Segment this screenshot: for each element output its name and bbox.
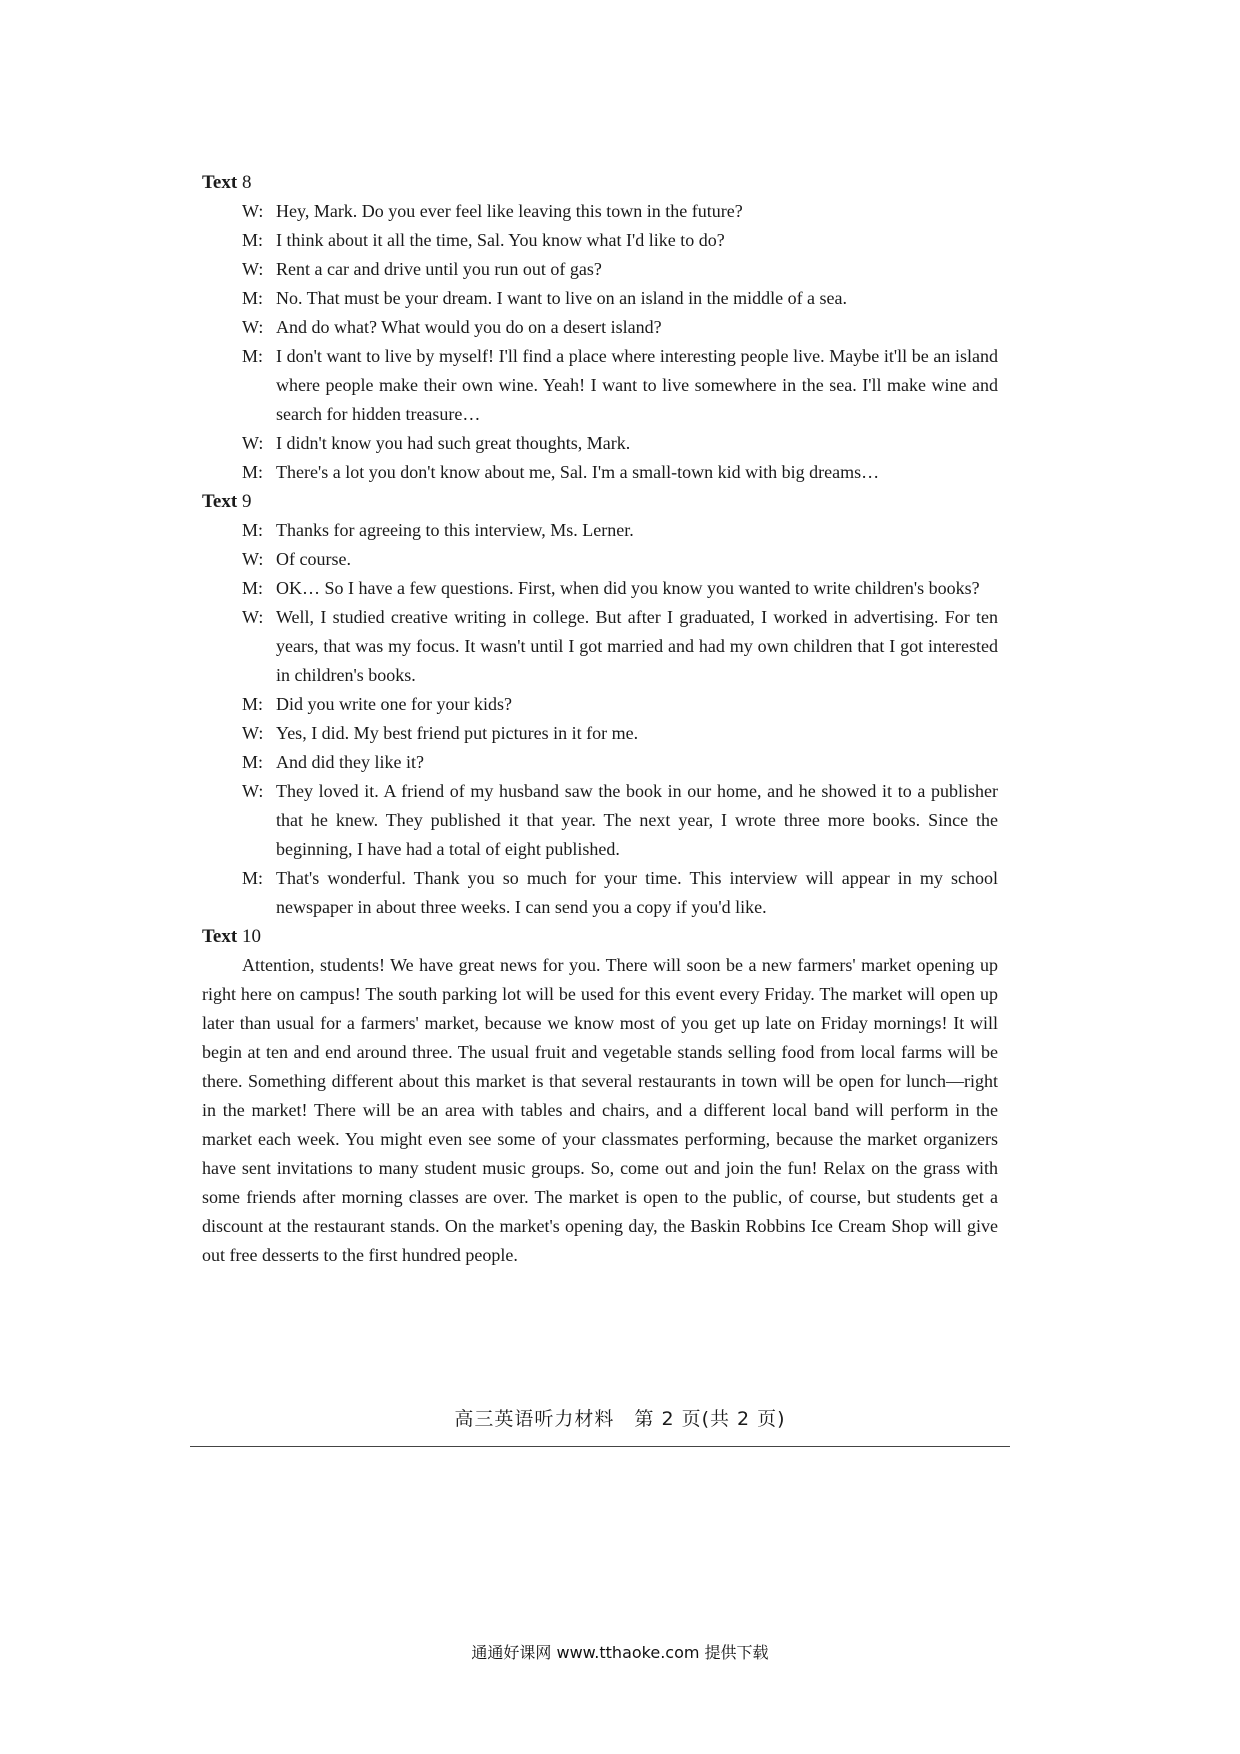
dialogue-line xyxy=(202,864,998,922)
dialogue-line xyxy=(202,719,998,748)
speaker-label: W: xyxy=(242,317,264,337)
dialogue-line xyxy=(202,197,998,226)
speaker-label: W: xyxy=(242,549,264,569)
dialogue-line xyxy=(202,226,998,255)
utterance-text: There's a lot you don't know about me, Sal. I'm a small-town kid with big dreams… xyxy=(276,462,880,482)
utterance-text: Yes, I did. My best friend put pictures in it for me. xyxy=(276,723,639,743)
dialogue-line xyxy=(202,458,998,487)
section-text-10 xyxy=(202,922,998,1270)
section-number: 10 xyxy=(241,926,261,947)
section-title xyxy=(202,487,998,516)
speaker-label: M: xyxy=(242,868,264,888)
speaker-label: M: xyxy=(242,520,264,540)
speaker-label: W: xyxy=(242,433,264,453)
section-number: 8 xyxy=(241,172,252,193)
speaker-label: W: xyxy=(242,781,264,801)
speaker-label: M: xyxy=(242,462,264,482)
utterance-text: Of course. xyxy=(276,549,351,569)
dialogue-line xyxy=(202,777,998,864)
dialogue-line xyxy=(202,603,998,690)
announcement-paragraph: Attention, students! We have great news for you. There will soon be a new farmers' market opening up right here on campus! The south parking lot will be used for this event every Friday. The market will open up later than usual for a farmers' market, because we know most of you get up late on Friday mornings! It will begin at ten and end around three. The usual fruit and vegetable stands selling food from local farms will be there. Something different about this market is that several restaurants in town will be open for lunch—right in the market! There will be an area with tables and chairs, and a different local band will perform in the market each week. You might even see some of your classmates performing, because the market organizers have sent invitations to many student music groups. So, come out and join the fun! Relax on the grass with some friends after morning classes are over. The market is open to the public, of course, but students get a discount at the restaurant stands. On the market's opening day, the Baskin Robbins Ice Cream Shop will give out free desserts to the first hundred people. xyxy=(202,955,998,1265)
utterance-text: I think about it all the time, Sal. You know what I'd like to do? xyxy=(276,230,725,250)
utterance-text: Thanks for agreeing to this interview, Ms. Lerner. xyxy=(276,520,634,540)
utterance-text: Well, I studied creative writing in college. But after I graduated, I worked in advertising. For ten years, that was my focus. It wasn't until I got married and had my own children that I got interested in children's books. xyxy=(276,607,998,685)
utterance-text: I don't want to live by myself! I'll find a place where interesting people live. Maybe it'll be an island where people make their own wine. Yeah! I want to live somewhere in the sea. I'll make wine and search for hidden treasure… xyxy=(276,346,998,424)
dialogue-lines xyxy=(202,197,998,487)
utterance-text: Did you write one for your kids? xyxy=(276,694,512,714)
utterance-text: They loved it. A friend of my husband saw the book in our home, and he showed it to a publisher that he knew. They published it that year. The next year, I wrote three more books. Since the beginning, I have had a total of eight published. xyxy=(276,781,998,859)
dialogue-line xyxy=(202,574,998,603)
section-text-8 xyxy=(202,168,998,487)
transcript-content xyxy=(202,168,998,1270)
speaker-label: W: xyxy=(242,201,264,221)
speaker-label: M: xyxy=(242,694,264,714)
source-credit: 通通好课网 www.tthaoke.com 提供下载 xyxy=(471,1643,769,1662)
section-title xyxy=(202,922,998,951)
dialogue-line xyxy=(202,516,998,545)
section-text-9 xyxy=(202,487,998,922)
dialogue-lines xyxy=(202,516,998,922)
dialogue-line xyxy=(202,284,998,313)
section-number: 9 xyxy=(241,491,252,512)
speaker-label: M: xyxy=(242,288,264,308)
speaker-label: M: xyxy=(242,230,264,250)
dialogue-line xyxy=(202,748,998,777)
dialogue-line xyxy=(202,342,998,429)
section-title xyxy=(202,168,998,197)
utterance-text: That's wonderful. Thank you so much for your time. This interview will appear in my school newspaper in about three weeks. I can send you a copy if you'd like. xyxy=(276,868,998,917)
speaker-label: M: xyxy=(242,346,264,366)
dialogue-line xyxy=(202,545,998,574)
speaker-label: W: xyxy=(242,259,264,279)
dialogue-line xyxy=(202,690,998,719)
speaker-label: W: xyxy=(242,607,264,627)
footer-divider xyxy=(190,1446,1010,1447)
dialogue-line xyxy=(202,429,998,458)
section-label: Text xyxy=(202,926,238,947)
dialogue-line xyxy=(202,255,998,284)
page-footer-caption: 高三英语听力材料 第 2 页(共 2 页) xyxy=(454,1408,786,1430)
utterance-text: Rent a car and drive until you run out of gas? xyxy=(276,259,602,279)
utterance-text: OK… So I have a few questions. First, when did you know you wanted to write children's books? xyxy=(276,578,980,598)
utterance-text: No. That must be your dream. I want to live on an island in the middle of a sea. xyxy=(276,288,848,308)
speaker-label: M: xyxy=(242,578,264,598)
speaker-label: W: xyxy=(242,723,264,743)
utterance-text: And do what? What would you do on a desert island? xyxy=(276,317,662,337)
dialogue-line xyxy=(202,313,998,342)
utterance-text: I didn't know you had such great thoughts, Mark. xyxy=(276,433,631,453)
section-label: Text xyxy=(202,172,238,193)
section-label: Text xyxy=(202,491,238,512)
utterance-text: Hey, Mark. Do you ever feel like leaving this town in the future? xyxy=(276,201,743,221)
speaker-label: M: xyxy=(242,752,264,772)
utterance-text: And did they like it? xyxy=(276,752,424,772)
